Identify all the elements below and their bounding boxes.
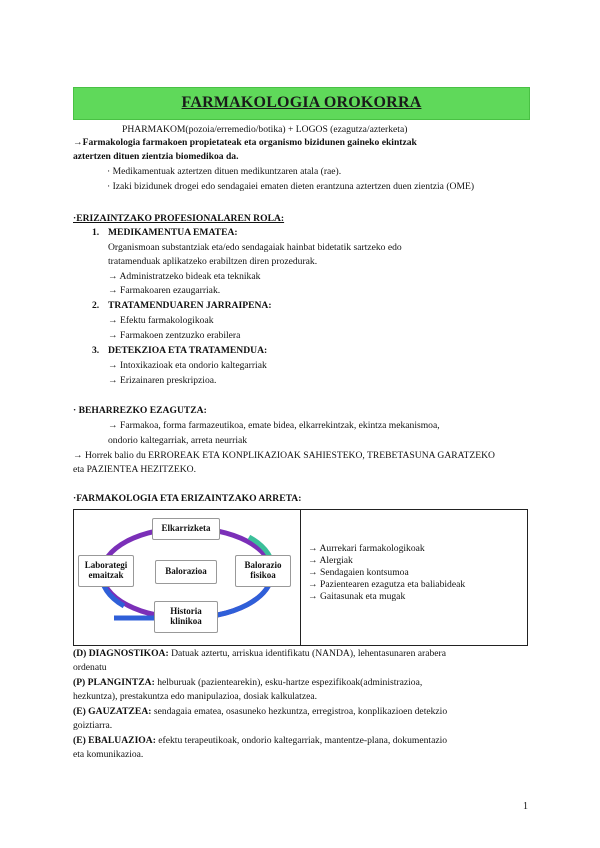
page-number: 1 — [523, 801, 528, 812]
knowledge-note: eta PAZIENTEA HEZITZEKO. — [73, 464, 197, 475]
list-item: → Sendagaien kontsumoa — [308, 566, 409, 578]
page-title: FARMAKOLOGIA OROKORRA — [181, 94, 422, 112]
node-assessment: Balorazioa — [155, 560, 217, 584]
role-item-1-desc: tratamenduak aplikatzeko erabiltzen diren prozedurak. — [108, 256, 318, 267]
nursing-table — [73, 509, 528, 646]
list-item: → Pazientearen ezagutza eta baliabideak — [308, 578, 466, 590]
process-diagnosis-cont: ordenatu — [73, 662, 107, 673]
role-item-2-sub: → Efektu farmakologikoak — [108, 315, 214, 326]
nursing-heading: ·FARMAKOLOGIA ETA ERIZAINTZAKO ARRETA: — [73, 493, 302, 504]
process-planning: (P) PLANGINTZA: helburuak (pazientearekin), esku-hartze espezifikoak(administrazioa, — [73, 677, 423, 688]
process-implementation: (E) GAUZATZEA: sendagaia ematea, osasuneko hezkuntza, erregistroa, konplikazioen detekzio — [73, 706, 448, 717]
process-evaluation-cont: eta komunikazioa. — [73, 749, 144, 760]
title-banner — [73, 87, 530, 120]
role-item-2-title: 2. TRATAMENDUAREN JARRAIPENA: — [92, 300, 272, 311]
definition-bullet: · Medikamentuak aztertzen dituen medikuntzaren atala (rae). — [107, 166, 342, 177]
node-lab-results: Laborategi emaitzak — [78, 555, 134, 587]
role-item-1-sub: → Farmakoaren ezaugarriak. — [108, 285, 221, 296]
process-diagnosis: (D) DIAGNOSTIKOA: Datuak aztertu, arriskua identifikatu (NANDA), lehentasunaren arabera — [73, 648, 446, 659]
role-item-1-title: 1. MEDIKAMENTUA EMATEA: — [92, 227, 238, 238]
definition-line-2: aztertzen dituen zientzia biomedikoa da. — [73, 151, 239, 162]
role-item-3-sub: → Intoxikazioak eta ondorio kaltegarriak — [108, 360, 267, 371]
knowledge-line: → Farmakoa, forma farmazeutikoa, emate bidea, elkarrekintzak, ekintza mekanismoa, — [108, 420, 440, 431]
process-implementation-cont: goiztiarra. — [73, 720, 113, 731]
knowledge-heading: · BEHARREZKO EZAGUTZA: — [73, 405, 207, 416]
process-evaluation: (E) EBALUAZIOA: efektu terapeutikoak, ondorio kaltegarriak, mantentze-plana, dokumentazio — [73, 735, 448, 746]
role-item-1-desc: Organismoan substantziak eta/edo sendagaiak hainbat bidetatik sartzeko edo — [108, 242, 402, 253]
role-item-2-sub: → Farmakoen zentzuzko erabilera — [108, 330, 241, 341]
knowledge-note: → Horrek balio du ERROREAK ETA KONPLIKAZIOAK SAHIESTEKO, TREBETASUNA GARATZEKO — [73, 450, 495, 461]
role-item-3-sub: → Erizainaren preskripzioa. — [108, 375, 217, 386]
list-item: → Aurrekari farmakologikoak — [308, 543, 425, 554]
table-divider — [300, 510, 301, 645]
list-item: → Alergiak — [308, 554, 353, 566]
role-heading: ·ERIZAINTZAKO PROFESIONALAREN ROLA: — [73, 213, 285, 224]
role-item-1-sub: → Administratzeko bideak eta teknikak — [108, 271, 261, 282]
etymology: PHARMAKOM(pozoia/erremedio/botika) + LOGOS (ezagutza/azterketa) — [122, 124, 408, 135]
knowledge-line: ondorio kaltegarriak, arreta neurriak — [108, 435, 248, 446]
definition-bullet: · Izaki bizidunek drogei edo sendagaiei ematen dieten erantzuna aztertzen duen zientzia (OME) — [107, 181, 475, 192]
node-interview: Elkarrizketa — [152, 518, 220, 540]
role-item-3-title: 3. DETEKZIOA ETA TRATAMENDUA: — [92, 345, 268, 356]
node-clinical-history: Historia klinikoa — [154, 601, 218, 633]
nursing-list — [308, 543, 465, 603]
list-item: → Gaitasunak eta mugak — [308, 590, 406, 602]
definition-line-1: →Farmakologia farmakoen propietateak eta organismo bizidunen gaineko ekintzak — [73, 137, 417, 148]
process-planning-cont: hezkuntza), prestakuntza edo manipulazioa, dosiak kalkulatzea. — [73, 691, 318, 702]
node-physical-assessment: Balorazio fisikoa — [235, 555, 291, 587]
